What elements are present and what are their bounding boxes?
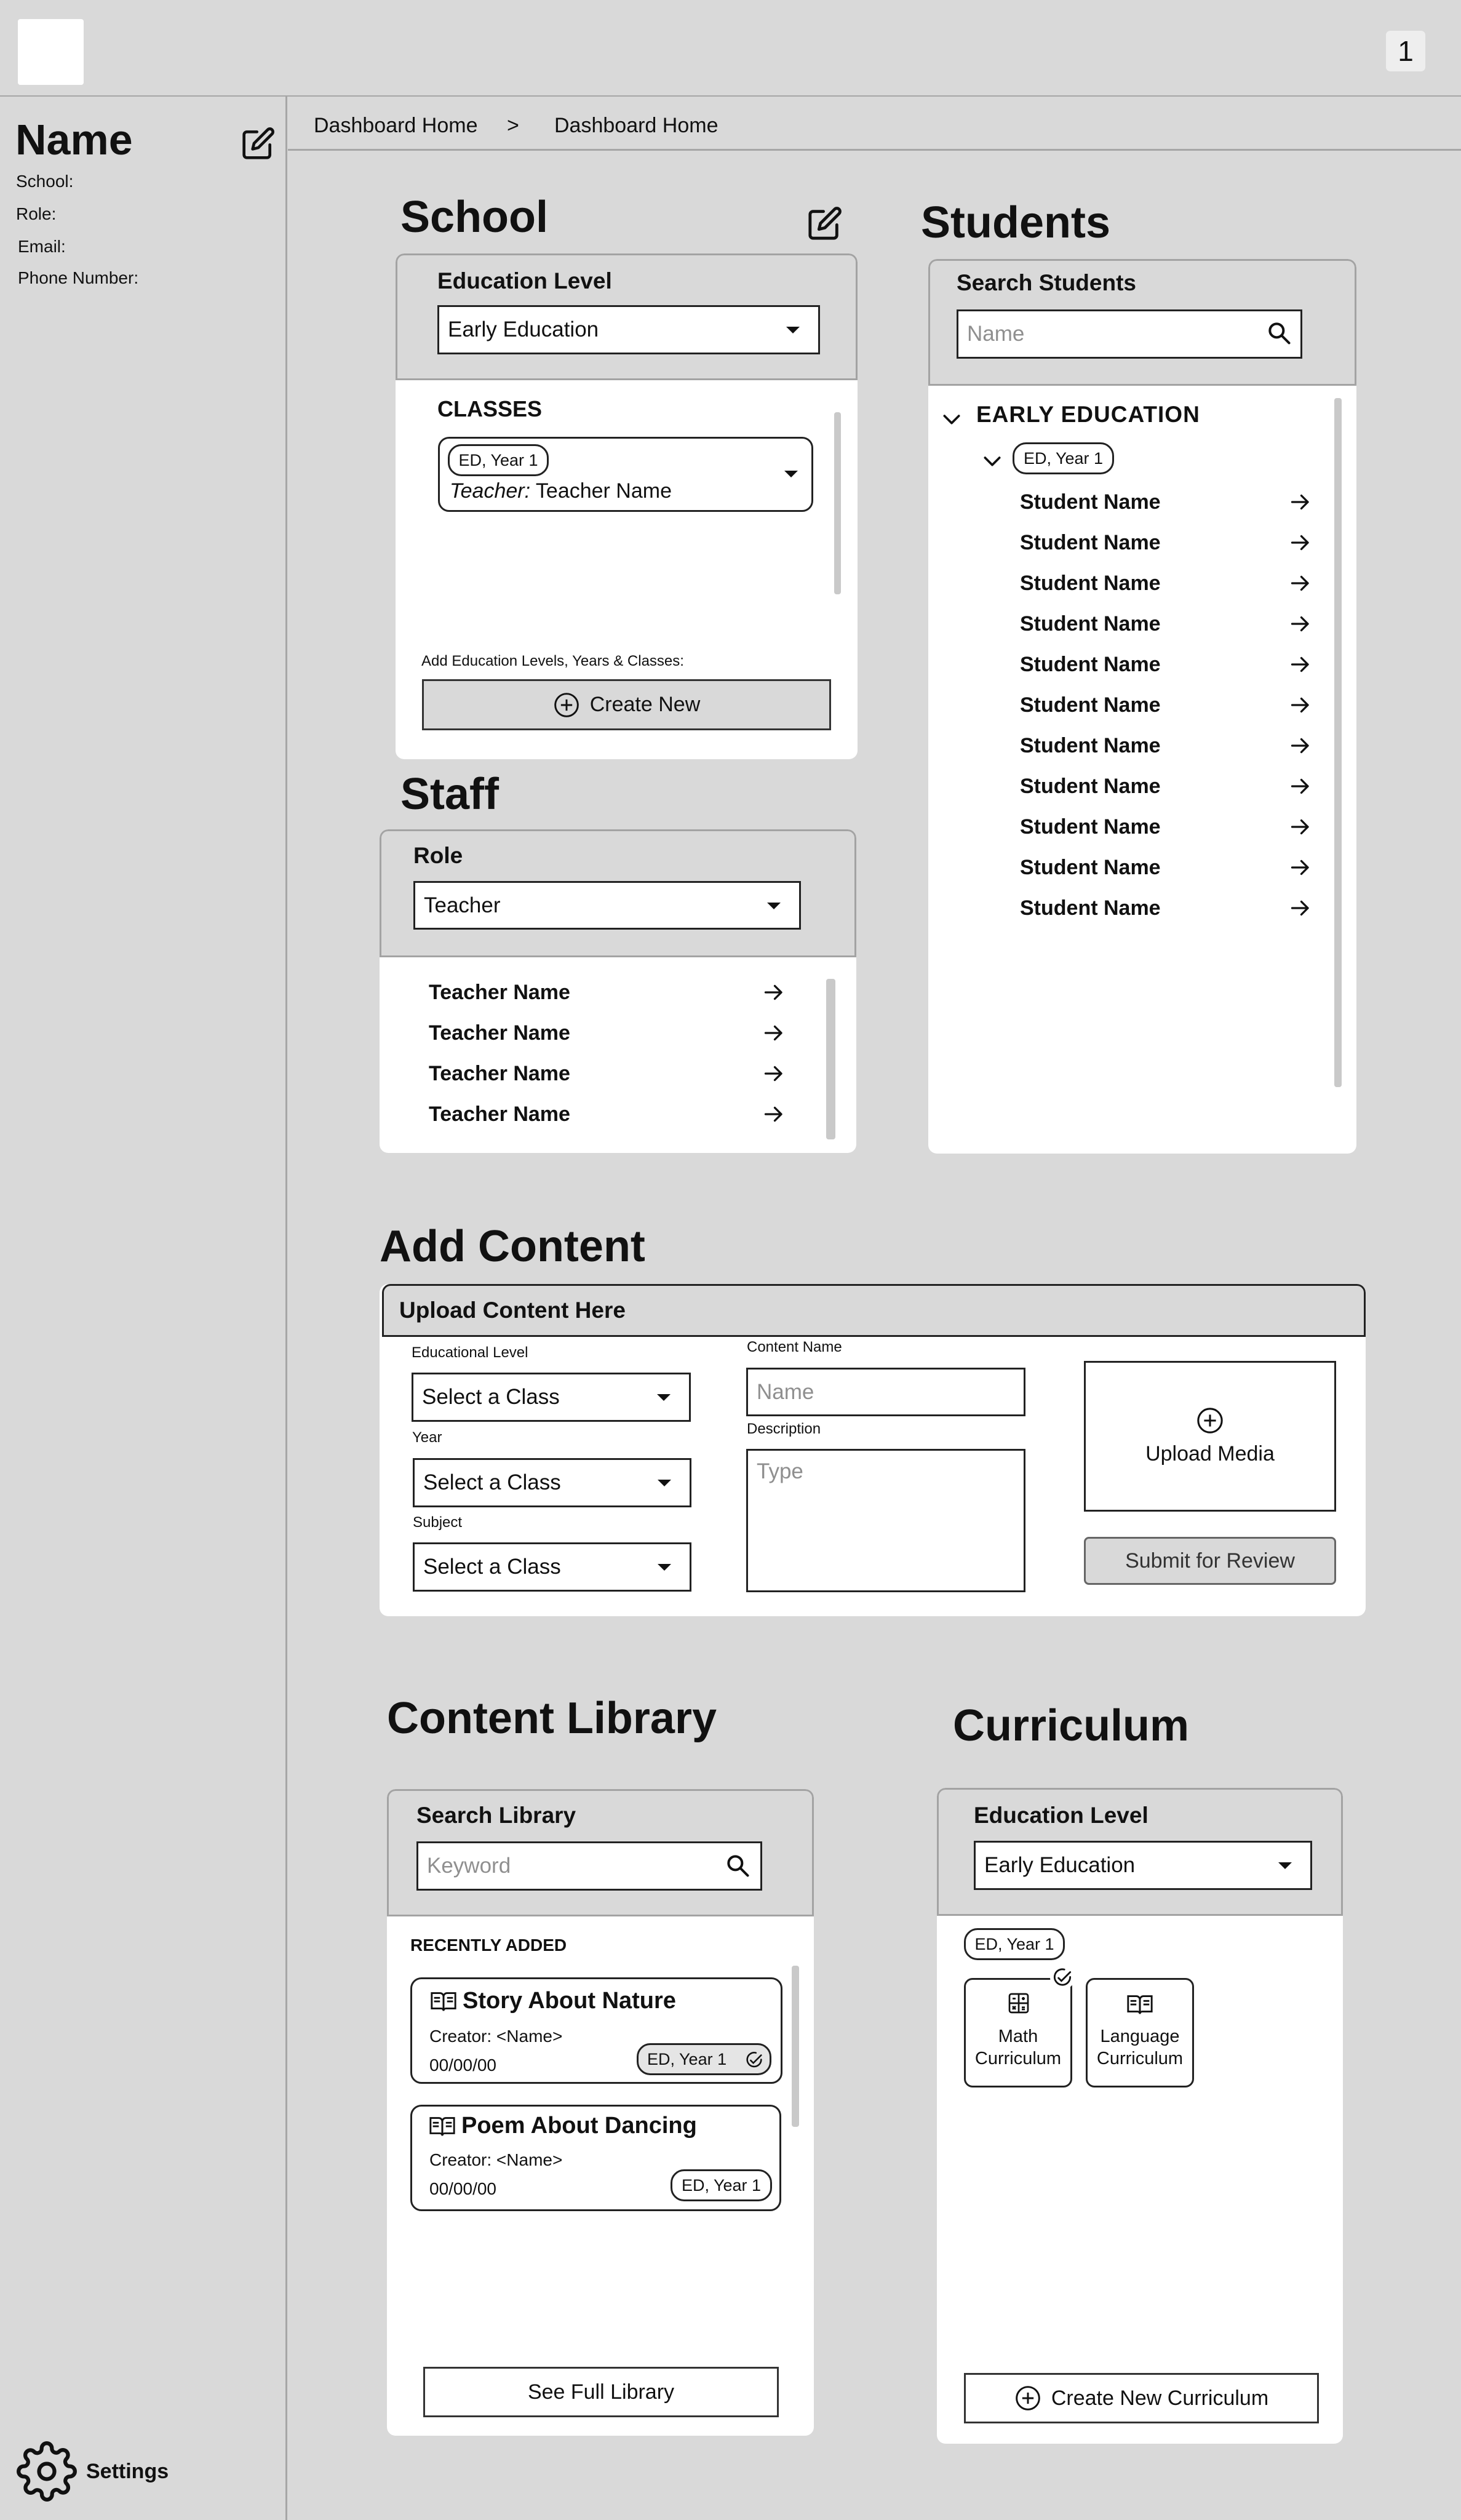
arrow-right-icon[interactable] bbox=[1289, 615, 1312, 633]
library-item-title: Story About Nature bbox=[463, 1988, 676, 2014]
student-name: Student Name bbox=[1020, 531, 1161, 554]
add-content-panel bbox=[380, 1284, 1366, 1616]
chevron-down-icon bbox=[767, 903, 781, 909]
verified-icon bbox=[743, 2050, 765, 2071]
school-field-label: School: bbox=[16, 172, 74, 191]
library-item-creator: Creator: <Name> bbox=[429, 2150, 563, 2169]
math-curriculum-line1: Math bbox=[998, 2027, 1038, 2046]
breadcrumb-item-home[interactable]: Dashboard Home bbox=[314, 114, 478, 137]
upload-media-button[interactable] bbox=[1084, 1361, 1336, 1512]
library-item-creator: Creator: <Name> bbox=[429, 2027, 563, 2046]
create-new-button[interactable] bbox=[422, 679, 831, 730]
library-item-title-row bbox=[428, 2113, 697, 2139]
curriculum-year-tag[interactable]: ED, Year 1 bbox=[964, 1928, 1065, 1960]
math-curriculum-line2: Curriculum bbox=[974, 2049, 1062, 2068]
teacher-name: Teacher Name bbox=[429, 1062, 570, 1085]
school-panel bbox=[396, 253, 858, 759]
plus-circle-icon bbox=[1014, 2385, 1041, 2412]
content-name-input[interactable] bbox=[746, 1368, 1025, 1416]
breadcrumb bbox=[288, 97, 1461, 151]
teacher-name: Teacher Name bbox=[429, 1102, 570, 1126]
gear-icon bbox=[16, 2441, 78, 2502]
student-row[interactable] bbox=[1020, 690, 1328, 720]
arrow-right-icon[interactable] bbox=[1289, 533, 1312, 552]
student-name: Student Name bbox=[1020, 856, 1161, 879]
arrow-right-icon[interactable] bbox=[1289, 818, 1312, 836]
library-item-tag bbox=[637, 2043, 771, 2075]
year-label: Year bbox=[412, 1429, 442, 1446]
content-library-panel bbox=[387, 1789, 814, 2436]
curriculum-education-level-label: Education Level bbox=[974, 1803, 1148, 1828]
student-row[interactable] bbox=[1020, 893, 1328, 923]
settings-label: Settings bbox=[86, 2459, 169, 2483]
role-field-label: Role: bbox=[16, 204, 57, 223]
see-full-library-button[interactable]: See Full Library bbox=[423, 2367, 779, 2417]
group-label: EARLY EDUCATION bbox=[976, 402, 1200, 427]
chevron-down-icon bbox=[658, 1564, 671, 1571]
language-curriculum-card[interactable] bbox=[1086, 1978, 1194, 2087]
educational-level-label: Educational Level bbox=[412, 1344, 528, 1361]
students-title: Students bbox=[921, 198, 1111, 247]
arrow-right-icon[interactable] bbox=[1289, 696, 1312, 714]
student-row[interactable] bbox=[1020, 771, 1328, 802]
search-library-input[interactable] bbox=[416, 1841, 762, 1891]
settings-button[interactable] bbox=[16, 2441, 169, 2502]
content-name-label: Content Name bbox=[747, 1339, 842, 1355]
subject-select[interactable] bbox=[413, 1542, 691, 1592]
library-item-tag-label: ED, Year 1 bbox=[647, 2049, 727, 2068]
upload-media-label: Upload Media bbox=[1145, 1442, 1275, 1465]
sidebar bbox=[0, 97, 287, 2520]
arrow-right-icon[interactable] bbox=[762, 1105, 786, 1123]
language-curriculum-label bbox=[1088, 2025, 1192, 2070]
student-row[interactable] bbox=[1020, 527, 1328, 558]
edit-school-icon[interactable] bbox=[807, 205, 843, 241]
teacher-name: Teacher Name bbox=[429, 1021, 570, 1045]
classes-label: CLASSES bbox=[437, 396, 543, 421]
content-name-placeholder: Name bbox=[757, 1379, 814, 1404]
description-textarea[interactable] bbox=[746, 1449, 1025, 1592]
arrow-right-icon[interactable] bbox=[1289, 899, 1312, 917]
staff-row[interactable] bbox=[429, 1058, 779, 1089]
verified-icon bbox=[1050, 1966, 1075, 1990]
curriculum-panel bbox=[937, 1788, 1343, 2444]
breadcrumb-separator: > bbox=[507, 114, 519, 137]
library-item[interactable] bbox=[410, 2105, 781, 2211]
student-row[interactable] bbox=[1020, 852, 1328, 883]
math-curriculum-label bbox=[966, 2025, 1070, 2070]
open-book-icon bbox=[429, 1989, 458, 2014]
teacher-name: Teacher Name bbox=[429, 981, 570, 1004]
education-level-select[interactable] bbox=[437, 305, 820, 354]
chevron-down-icon bbox=[786, 327, 800, 333]
educational-level-select[interactable] bbox=[412, 1373, 691, 1422]
class-teacher bbox=[450, 479, 672, 503]
arrow-right-icon[interactable] bbox=[1289, 858, 1312, 877]
submit-for-review-button[interactable]: Submit for Review bbox=[1084, 1537, 1336, 1585]
description-label: Description bbox=[747, 1421, 821, 1437]
search-icon[interactable] bbox=[724, 1852, 751, 1879]
student-name: Student Name bbox=[1020, 896, 1161, 920]
profile-name: Name bbox=[15, 116, 133, 164]
classes-scrollbar[interactable] bbox=[834, 412, 841, 594]
edit-profile-icon[interactable] bbox=[241, 126, 276, 161]
student-row[interactable] bbox=[1020, 487, 1328, 517]
arrow-right-icon[interactable] bbox=[1289, 655, 1312, 674]
plus-circle-icon bbox=[553, 692, 580, 719]
student-name: Student Name bbox=[1020, 572, 1161, 595]
top-bar bbox=[0, 0, 1461, 97]
search-library-label: Search Library bbox=[416, 1803, 576, 1828]
chevron-down-icon[interactable] bbox=[784, 471, 798, 477]
student-row[interactable] bbox=[1020, 608, 1328, 639]
role-select[interactable] bbox=[413, 881, 801, 930]
student-row[interactable] bbox=[1020, 811, 1328, 842]
educational-level-placeholder: Select a Class bbox=[422, 1385, 560, 1409]
school-title: School bbox=[400, 193, 549, 242]
create-new-label: Create New bbox=[589, 693, 701, 716]
library-item-tag: ED, Year 1 bbox=[671, 2169, 772, 2201]
year-select[interactable] bbox=[413, 1458, 691, 1507]
class-tag: ED, Year 1 bbox=[448, 444, 549, 476]
arrow-right-icon[interactable] bbox=[1289, 493, 1312, 511]
notification-badge[interactable]: 1 bbox=[1386, 31, 1425, 71]
student-name: Student Name bbox=[1020, 775, 1161, 798]
calculator-icon bbox=[1006, 1991, 1031, 2016]
staff-title: Staff bbox=[400, 770, 499, 819]
staff-row[interactable] bbox=[429, 1099, 779, 1130]
library-item[interactable] bbox=[410, 1977, 782, 2084]
library-item-date: 00/00/00 bbox=[429, 2179, 496, 2198]
education-level-value: Early Education bbox=[448, 317, 599, 341]
staff-row[interactable] bbox=[429, 1018, 779, 1048]
curriculum-title: Curriculum bbox=[953, 1701, 1190, 1750]
students-scrollbar[interactable] bbox=[1334, 398, 1342, 1087]
arrow-right-icon[interactable] bbox=[1289, 574, 1312, 592]
arrow-right-icon[interactable] bbox=[762, 983, 786, 1002]
create-new-curriculum-label: Create New Curriculum bbox=[1051, 2386, 1269, 2410]
search-icon[interactable] bbox=[1265, 319, 1292, 346]
arrow-right-icon[interactable] bbox=[1289, 777, 1312, 795]
chevron-down-icon[interactable] bbox=[939, 407, 964, 431]
year-placeholder: Select a Class bbox=[423, 1470, 561, 1494]
student-name: Student Name bbox=[1020, 653, 1161, 676]
year-tag[interactable]: ED, Year 1 bbox=[1013, 442, 1114, 474]
chevron-down-icon bbox=[658, 1480, 671, 1486]
search-students-input[interactable] bbox=[957, 309, 1302, 359]
students-panel bbox=[928, 259, 1356, 1154]
search-library-placeholder: Keyword bbox=[427, 1854, 511, 1878]
chevron-down-icon[interactable] bbox=[980, 449, 1005, 473]
language-curriculum-line2: Curriculum bbox=[1096, 2049, 1184, 2068]
create-new-curriculum-button[interactable] bbox=[964, 2373, 1319, 2423]
teacher-prefix: Teacher: bbox=[450, 479, 531, 503]
upload-header-label: Upload Content Here bbox=[399, 1298, 626, 1323]
breadcrumb-item-current[interactable]: Dashboard Home bbox=[554, 114, 719, 137]
student-name: Student Name bbox=[1020, 815, 1161, 839]
library-item-date: 00/00/00 bbox=[429, 2055, 496, 2075]
student-row[interactable] bbox=[1020, 730, 1328, 761]
arrow-right-icon[interactable] bbox=[1289, 736, 1312, 755]
library-scrollbar[interactable] bbox=[792, 1966, 799, 2127]
curriculum-education-level-select[interactable] bbox=[974, 1841, 1312, 1890]
description-placeholder: Type bbox=[757, 1459, 803, 1483]
content-library-title: Content Library bbox=[387, 1694, 717, 1743]
add-hint: Add Education Levels, Years & Classes: bbox=[421, 653, 684, 669]
search-students-placeholder: Name bbox=[967, 322, 1025, 346]
search-students-label: Search Students bbox=[957, 270, 1136, 295]
recently-added-label: RECENTLY ADDED bbox=[410, 1936, 567, 1955]
student-name: Student Name bbox=[1020, 734, 1161, 757]
math-curriculum-card[interactable] bbox=[964, 1978, 1072, 2087]
role-value: Teacher bbox=[424, 893, 501, 917]
staff-panel bbox=[380, 829, 856, 1153]
library-item-title: Poem About Dancing bbox=[461, 2113, 697, 2139]
add-content-title: Add Content bbox=[380, 1222, 645, 1271]
phone-field-label: Phone Number: bbox=[18, 268, 139, 287]
curriculum-education-level-value: Early Education bbox=[984, 1853, 1136, 1877]
chevron-down-icon bbox=[1278, 1862, 1292, 1869]
subject-label: Subject bbox=[413, 1514, 463, 1531]
email-field-label: Email: bbox=[18, 237, 66, 256]
subject-placeholder: Select a Class bbox=[423, 1555, 561, 1579]
open-book-icon bbox=[428, 2114, 456, 2139]
student-row[interactable] bbox=[1020, 649, 1328, 680]
teacher-name: Teacher Name bbox=[535, 479, 672, 503]
plus-circle-icon bbox=[1196, 1406, 1224, 1435]
student-name: Student Name bbox=[1020, 490, 1161, 514]
student-row[interactable] bbox=[1020, 568, 1328, 599]
language-curriculum-line1: Language bbox=[1100, 2027, 1180, 2046]
class-card[interactable] bbox=[438, 437, 813, 512]
staff-row[interactable] bbox=[429, 977, 779, 1008]
library-item-title-row bbox=[429, 1988, 676, 2014]
education-level-label: Education Level bbox=[437, 268, 612, 293]
arrow-right-icon[interactable] bbox=[762, 1024, 786, 1042]
role-label: Role bbox=[413, 843, 463, 868]
arrow-right-icon[interactable] bbox=[762, 1064, 786, 1083]
staff-scrollbar[interactable] bbox=[826, 979, 835, 1139]
student-name: Student Name bbox=[1020, 693, 1161, 717]
chevron-down-icon bbox=[657, 1394, 671, 1401]
app-logo[interactable] bbox=[18, 19, 84, 85]
student-name: Student Name bbox=[1020, 612, 1161, 636]
open-book-icon bbox=[1126, 1992, 1154, 2017]
